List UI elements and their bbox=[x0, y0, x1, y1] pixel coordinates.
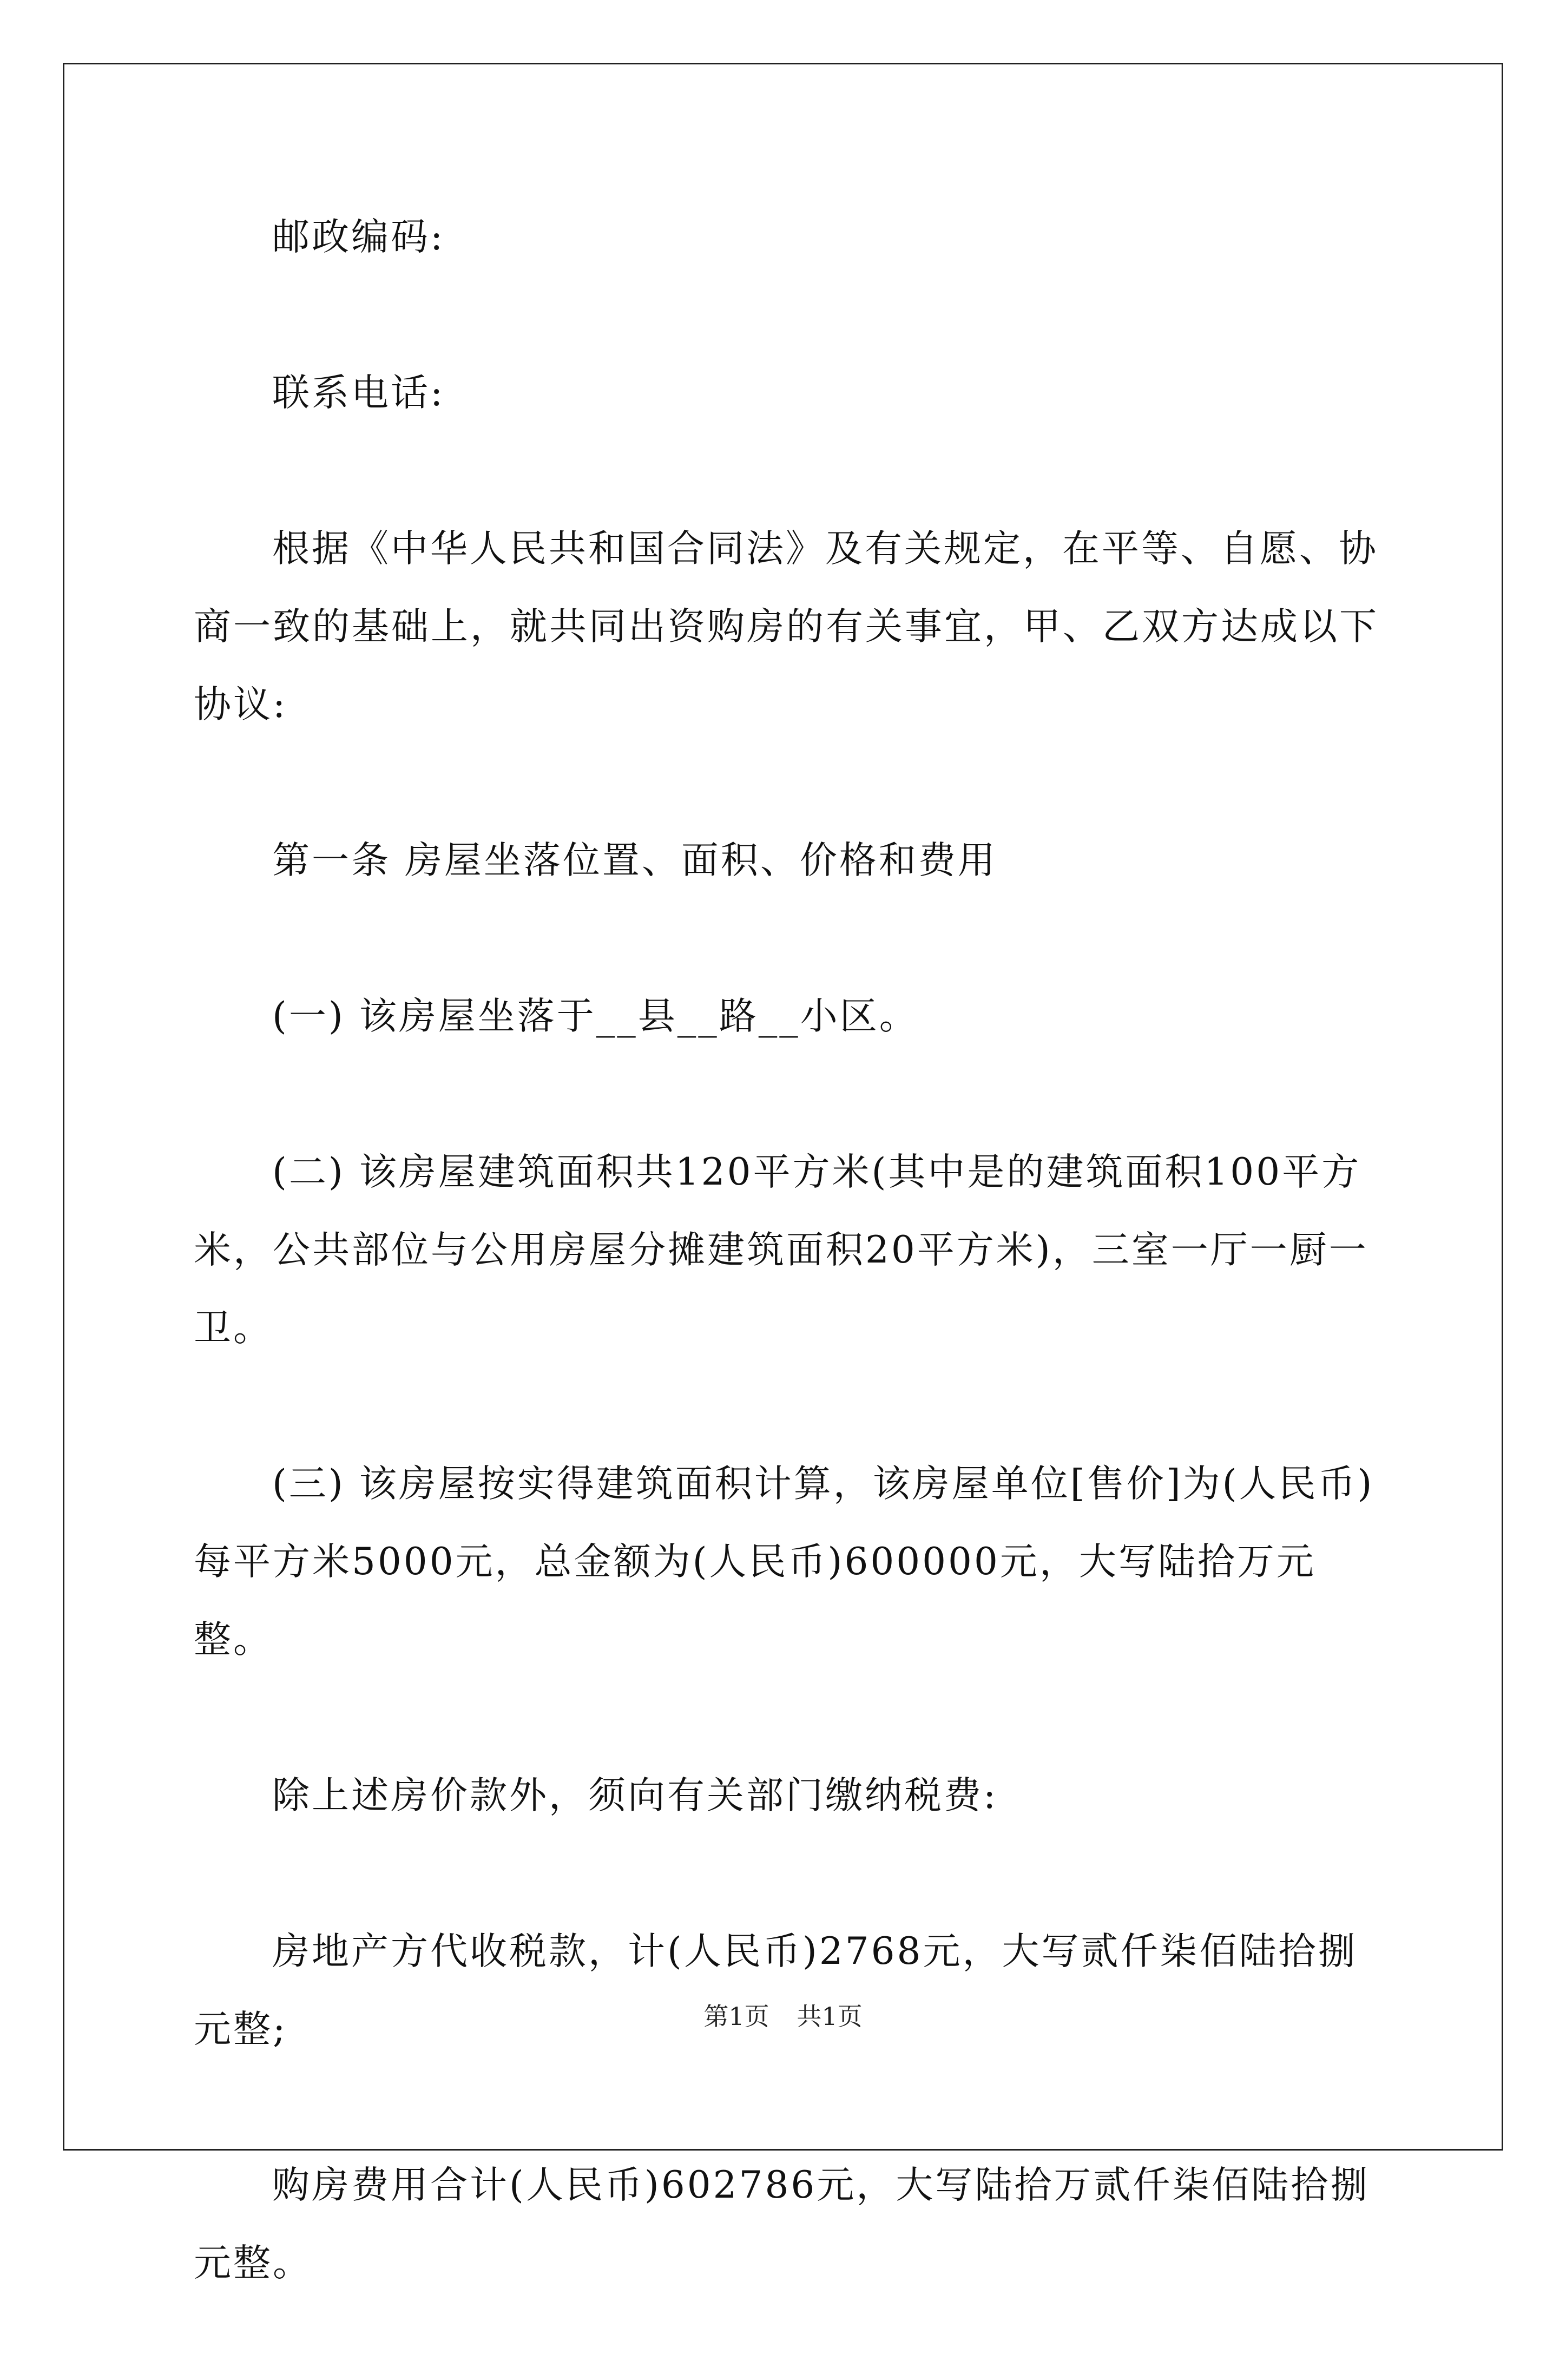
paragraph-postal-code: 邮政编码: bbox=[272, 215, 445, 259]
clause-2-area: (二) 该房屋建筑面积共120平方米(其中是的建筑面积100平方米，公共部位与公用房屋分摊建筑面积20平方米)，三室一厅一厨一卫。 bbox=[194, 1150, 1368, 1350]
clause-1-location: (一) 该房屋坐落于__县__路__小区。 bbox=[272, 995, 919, 1038]
paragraph-preamble: 根据《中华人民共和国合同法》及有关规定，在平等、自愿、协商一致的基础上，就共同出资购房的有关事宜，甲、乙双方达成以下协议: bbox=[194, 527, 1379, 726]
paragraph-phone: 联系电话: bbox=[272, 371, 445, 415]
article-1-heading: 第一条 房屋坐落位置、面积、价格和费用 bbox=[272, 839, 997, 882]
page-footer bbox=[0, 1997, 1566, 2033]
paragraph-taxes-intro: 除上述房价款外，须向有关部门缴纳税费: bbox=[272, 1774, 998, 1817]
clause-3-price: (三) 该房屋按实得建筑面积计算，该房屋单位[售价]为(人民币)每平方米5000元，总金额为(人民币)600000元，大写陆拾万元整。 bbox=[194, 1462, 1374, 1661]
paragraph-tax-amount: 房地产方代收税款，计(人民币)2768元，大写贰仟柒佰陆拾捌元整; bbox=[194, 1930, 1358, 2051]
page-total: 共1页 bbox=[797, 2002, 863, 2031]
document-body bbox=[194, 198, 1384, 2380]
paragraph-total-cost: 购房费用合计(人民币)602786元，大写陆拾万贰仟柒佰陆拾捌元整。 bbox=[194, 2164, 1370, 2285]
page-number: 第1页 bbox=[703, 2002, 769, 2031]
